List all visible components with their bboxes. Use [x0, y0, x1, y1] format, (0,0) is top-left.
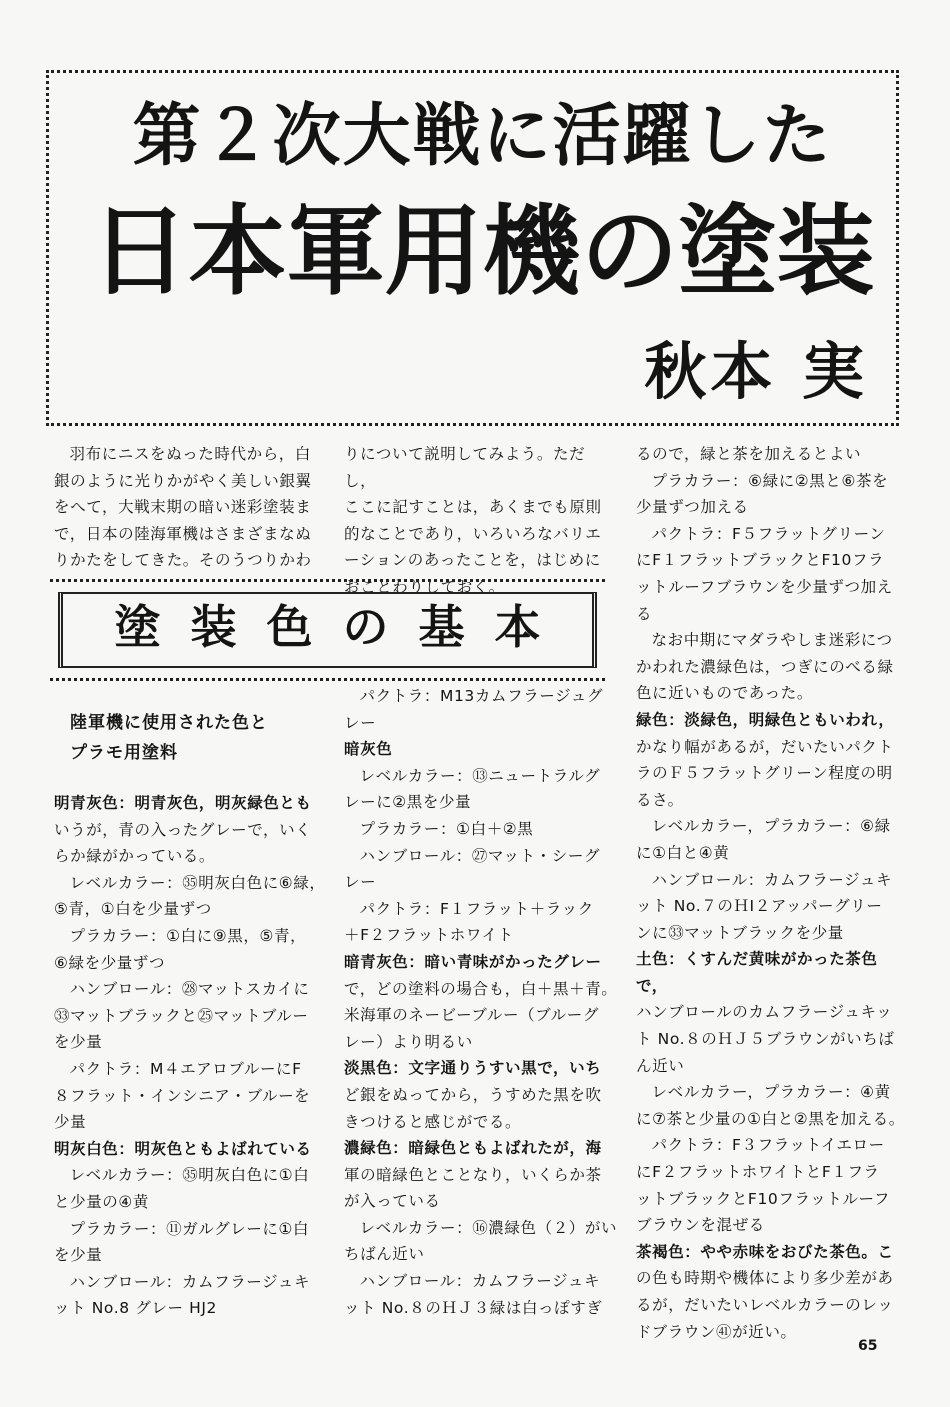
text-line: レベルカラー：⑯濃緑色（２）がい [359, 1218, 618, 1237]
text-line: レベルカラー：⑬ニュートラルグ [359, 766, 601, 785]
text-line: 羽布にニスをぬった時代から，白 [69, 445, 312, 463]
body-column-3 [636, 441, 908, 1345]
text-line: ーションのあったことを，はじめに [344, 551, 601, 570]
text-line: らか緑がかっている。 [54, 847, 216, 866]
subheading-line-2: プラモ用塗料 [70, 743, 178, 763]
text-line: ん近い [636, 1056, 685, 1075]
text-line: レベルカラー：㉟明灰白色に①白 [69, 1166, 310, 1185]
text-line: と少量の④黄 [54, 1192, 149, 1211]
text-line: レベルカラー：㉟明灰白色に⑥緑， [69, 873, 326, 892]
text-line: レー [344, 713, 377, 732]
text-line: を少量 [54, 1246, 103, 1265]
text-line: 軍の暗緑色とことなり，いくらか茶 [344, 1165, 602, 1184]
text-line: が入っている [344, 1192, 441, 1211]
text-line: おことわりしておく。 [344, 577, 505, 596]
text-line: る [636, 604, 653, 623]
text-line: 濃緑色：暗緑色ともよばれたが，海 [344, 1139, 602, 1158]
text-line: 色に近いものであった。 [636, 684, 813, 703]
text-line: にF２フラットホワイトとF１フラ [636, 1163, 880, 1182]
text-line: プラカラー：⑥緑に②黒と⑥茶を [651, 471, 889, 490]
text-line: ットルーフブラウンを少量ずつ加え [636, 577, 893, 596]
title-box [46, 70, 899, 426]
text-line: で，どの塗料の場合も，白＋黒＋青。 [344, 979, 618, 998]
text-line: パクトラ：M13カムフラージュグ [359, 687, 604, 705]
text-line: パクトラ：F１フラット＋ラック [359, 899, 594, 918]
text-line: るので，緑と茶を加えるとよい [636, 445, 862, 463]
text-line: ハンブロール：カムフラージュキ [359, 1272, 601, 1291]
text-line: ハンブロールのカムフラージュキッ [636, 1003, 893, 1022]
section-header-frame [50, 579, 605, 681]
text-line: 緑色：淡緑色，明緑色ともいわれ， [636, 710, 895, 729]
text-line: 米海軍のネービーブルー（ブルーグ [344, 1006, 599, 1025]
subheading [70, 708, 268, 768]
text-line: ドブラウン㊶が近い。 [636, 1322, 797, 1341]
text-line: プラカラー：⑪ガルグレーに①白 [69, 1219, 310, 1238]
text-line: ど銀をぬってから，うすめた黒を吹 [344, 1085, 602, 1104]
text-line: に①白と④黄 [636, 843, 730, 862]
text-line: ここに記すことは，あくまでも原則 [344, 498, 602, 517]
text-line: レー）より明るい [344, 1032, 473, 1051]
text-line: ハンブロール：㉗マット・シーグ [359, 846, 601, 865]
text-line: レー [344, 873, 377, 892]
text-line: りについて説明してみよう。ただし， [344, 445, 586, 490]
text-line: ット No.8 グレー HJ2 [54, 1299, 217, 1318]
text-line: ット No.７のＨI２アッパーグリー [636, 897, 883, 916]
text-line: 暗青灰色：暗い青味がかったグレー [344, 952, 602, 971]
text-line: レベルカラー，プラカラー：④黄 [651, 1083, 891, 1102]
text-line: ハンブロール：㉘マットスカイに [69, 980, 310, 999]
text-line: ㉝マットブラックと㉕マットブルー [54, 1006, 309, 1025]
page-number: 65 [858, 1338, 878, 1354]
text-line: 少量ずつ加える [636, 498, 749, 517]
body-column-1 [54, 790, 329, 1322]
text-line: 土色：くすんだ黄味がかった茶色で， [636, 950, 878, 995]
text-line: かなり幅があるが，だいたいパクト [636, 737, 894, 756]
intro-column-2 [344, 441, 616, 601]
text-line: ット No.８のＨＪ３緑は白っぽすぎ [344, 1298, 603, 1317]
author-name: 秋本 実 [644, 335, 868, 408]
text-line: に⑦茶と少量の①白と②黒を加える。 [636, 1109, 905, 1128]
body-column-2 [344, 683, 622, 1321]
text-line: をへて，大戦末期の暗い迷彩塗装ま [54, 498, 312, 517]
text-line: プラカラー：①白＋②黒 [359, 819, 534, 838]
text-line: の色も時期や機体により多少差があ [636, 1269, 894, 1288]
text-line: りかたをしてきた。そのうつりかわ [54, 551, 312, 570]
article-supertitle: 第２次大戦に活躍した [132, 97, 833, 176]
text-line: ⑥緑を少量ずつ [54, 953, 166, 972]
text-line: ＋F２フラットホワイト [344, 926, 514, 945]
text-line: レベルカラー，プラカラー：⑥緑 [651, 817, 891, 836]
text-line: 銀のように光りかがやく美しい銀翼 [54, 471, 312, 490]
text-line: るが，だいたいレベルカラーのレッ [636, 1296, 894, 1314]
text-line: プラカラー：①白に⑨黒，⑤青， [69, 926, 307, 945]
text-line: 的なことであり，いろいろなバリエ [344, 524, 602, 543]
text-line: パクトラ：F３フラットイエロー [651, 1136, 885, 1155]
text-line: パクトラ：M４エアロブルーにF [69, 1059, 302, 1078]
text-line: ハンブロール：カムフラージュキ [651, 870, 893, 889]
text-line: にF１フラットブラックとF10フラ [636, 551, 885, 570]
text-line: パクトラ：F５フラットグリーン [651, 524, 886, 543]
text-line: レーに②黒を少量 [344, 793, 472, 812]
text-line: るさ。 [636, 790, 684, 809]
text-line: ラのＦ５フラットグリーン程度の明 [636, 764, 893, 783]
text-line: ト No.８のＨＪ５ブラウンがいちば [636, 1030, 895, 1049]
text-line: 明灰白色：明灰色ともよばれている [54, 1139, 312, 1158]
text-line: 茶褐色：やや赤味をおびた茶色。こ [636, 1242, 894, 1261]
text-line: 暗灰色 [344, 740, 393, 759]
section-header-title: 塗装色の基本 [114, 600, 571, 654]
subheading-line-1: 陸軍機に使用された色と [70, 713, 268, 733]
section-header-border [58, 592, 597, 668]
text-line: なお中期にマダラやしま迷彩につ [651, 631, 893, 650]
text-line: かわれた濃緑色は，つぎにのべる緑 [636, 657, 894, 676]
text-line: ブラウンを混ぜる [636, 1216, 765, 1235]
text-line: ットブラックとF10フラットルーフ [636, 1189, 890, 1208]
text-line: 淡黒色：文字通りうすい黒で，いち [344, 1059, 602, 1078]
text-line: ハンブロール：カムフラージュキ [69, 1272, 311, 1291]
text-line: いうが，青の入ったグレーで，いく [54, 820, 312, 839]
text-line: 明青灰色：明青灰色，明灰緑色とも [54, 794, 312, 812]
text-line: 少量 [54, 1113, 87, 1132]
text-line: で，日本の陸海軍機はさまざまなぬ [54, 524, 312, 543]
text-line: ⑤青，①白を少量ずつ [54, 900, 212, 919]
text-line: きつけると感じがでる。 [344, 1112, 522, 1131]
text-line: を少量 [54, 1033, 103, 1052]
text-line: ８フラット・インシニア・ブルーを [54, 1086, 311, 1105]
text-line: ちばん近い [344, 1245, 425, 1264]
text-line: ンに㉝マットブラックを少量 [636, 923, 844, 942]
intro-column-1 [54, 441, 326, 574]
article-title: 日本軍用機の塗装 [90, 195, 875, 309]
